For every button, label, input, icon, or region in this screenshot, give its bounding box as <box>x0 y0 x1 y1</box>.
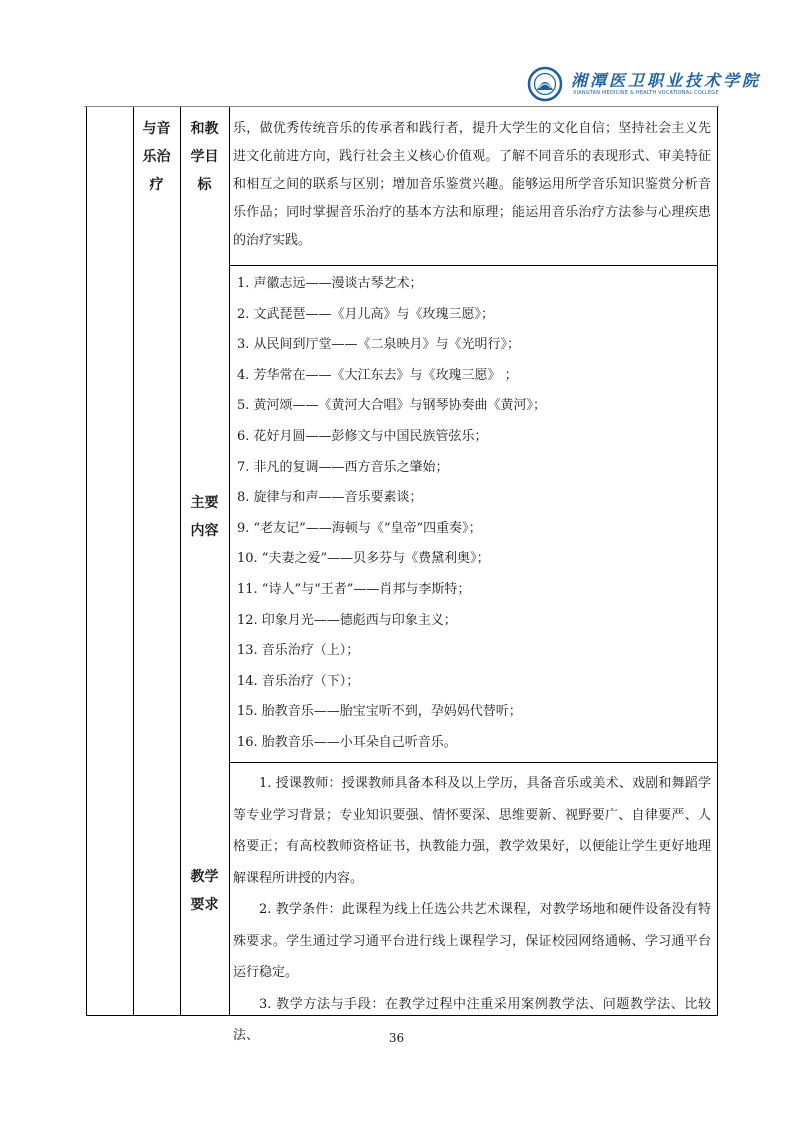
requirements-label: 教学 要求 <box>190 869 219 913</box>
list-item: 3. 从民间到厅堂——《二泉映月》与《光明行》； <box>237 337 521 353</box>
requirements-paragraph: 1. 授课教师：授课教师具备本科及以上学历，具备音乐或美术、戏剧和舞蹈学等专业学习背景；专业知识要强、情怀要深、思维要新、视野要广、自律要严、人格要正；有高校教师资格证书，执教能力强，教学效果好，以便能让学生更好地理解课程所讲授的内容。 <box>233 776 711 886</box>
content-label: 主要 内容 <box>190 495 219 539</box>
list-item: 8. 旋律与和声——音乐要素谈； <box>237 490 423 506</box>
requirements-paragraph: 2. 教学条件：此课程为线上任选公共艺术课程，对教学场地和硬件设备没有特殊要求。学生通过学习通平台进行线上课程学习，保证校园网络通畅、学习通平台运行稳定。 <box>233 902 711 980</box>
list-item: 11. “诗人”与“王者”——肖邦与李斯特； <box>237 581 471 597</box>
row-divider <box>229 762 717 763</box>
list-item: 2. 文武琵琶——《月儿高》与《玫瑰三愿》； <box>237 306 495 322</box>
objectives-text: 乐，做优秀传统音乐的传承者和践行者，提升大学生的文化自信；坚持社会主义先进文化前进方向，践行社会主义核心价值观。了解不同音乐的表现形式、审美特征和相互之间的联系与区别；增加音乐鉴赏兴趣。能够运用所学音乐知识鉴赏分析音乐作品；同时掌握音乐治疗的基本方法和原理；能运用音乐治疗方法参与心理疾患的治疗实践。 <box>233 121 711 248</box>
list-item: 15. 胎教音乐——胎宝宝听不到，孕妈妈代替听； <box>237 704 522 720</box>
content-list <box>237 269 715 759</box>
course-name-cell: 与音 乐治 疗 <box>142 121 171 193</box>
list-item: 14. 音乐治疗（下）； <box>237 673 360 689</box>
college-logo <box>525 66 762 102</box>
list-item: 16. 胎教音乐——小耳朵自己听音乐。 <box>237 734 457 750</box>
requirements-paragraph: 3. 教学方法与手段：在教学过程中注重采用案例教学法、问题教学法、比较法、 <box>233 996 711 1043</box>
row-divider <box>229 265 717 266</box>
list-item: 4. 芳华常在——《大江东去》与《玫瑰三愿》 ； <box>237 367 518 383</box>
list-item: 1. 声徽志远——漫谈古琴艺术； <box>237 276 423 291</box>
column-divider <box>229 107 230 1015</box>
list-item: 10. “夫妻之爱”——贝多芬与《费黛利奥》； <box>237 551 490 567</box>
college-name-cn: 湘潭医卫职业技术学院 <box>571 71 762 90</box>
column-divider <box>133 107 134 1015</box>
list-item: 6. 花好月圆——彭修文与中国民族管弦乐； <box>237 428 488 444</box>
page-number: 36 <box>388 1031 405 1045</box>
objectives-label: 和教 学目 标 <box>190 121 219 193</box>
college-name-en: XIANGTAN MEDICINE & HEALTH VOCATIONAL COLLEGE <box>573 90 719 96</box>
list-item: 13. 音乐治疗（上）； <box>237 643 360 659</box>
list-item: 12. 印象月光——德彪西与印象主义； <box>237 612 457 628</box>
college-emblem-icon <box>525 66 569 102</box>
list-item: 5. 黄河颂——《黄河大合唱》与钢琴协奏曲《黄河》； <box>237 398 547 414</box>
list-item: 9. “老友记”——海顿与《“皇帝”四重奏》； <box>237 520 482 536</box>
requirements-text <box>233 768 711 1052</box>
list-item: 7. 非凡的复调——西方音乐之肇始； <box>237 459 449 475</box>
